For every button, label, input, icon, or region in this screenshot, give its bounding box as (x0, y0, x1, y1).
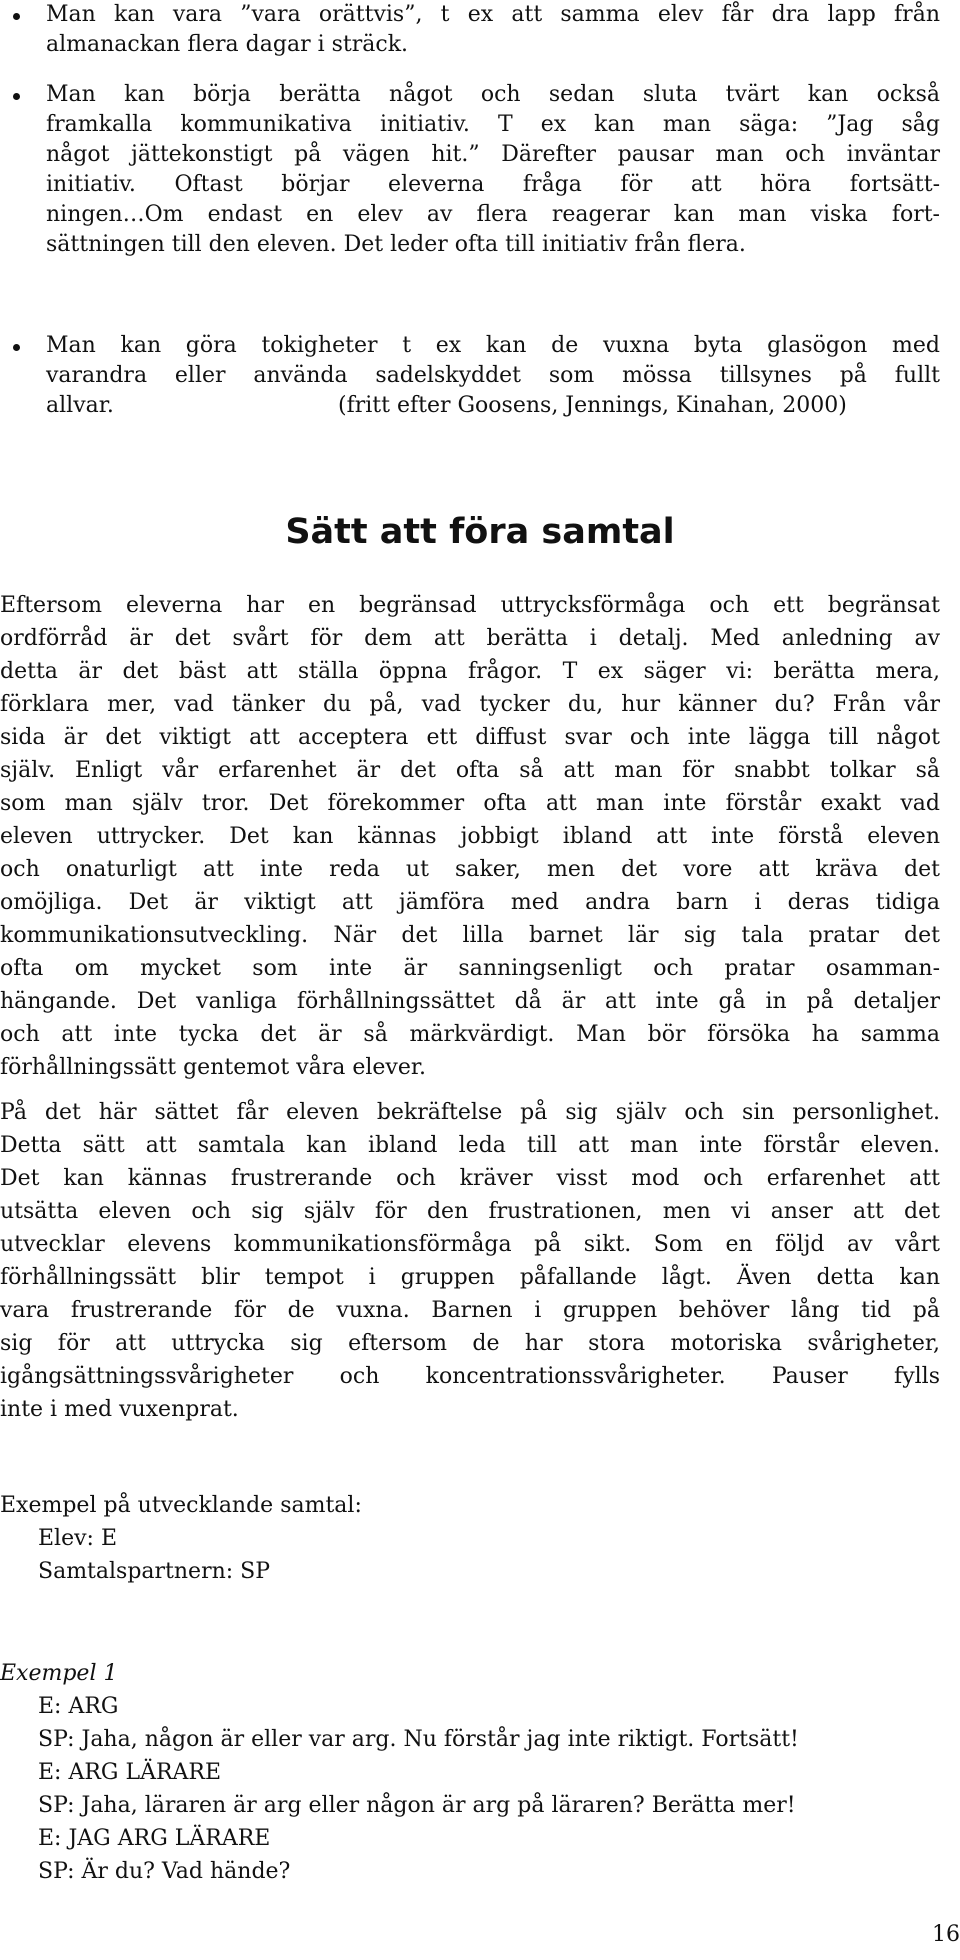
paragraph-line: inte i med vuxenprat. (0, 1397, 239, 1422)
paragraph-line: och att inte tycka det är så märkvärdigt. Man bör försöka ha samma (0, 1022, 940, 1047)
paragraph-line: förhållningssätt blir tempot i gruppen påfallande lågt. Även detta kan (0, 1265, 940, 1290)
bullet-text-line: Man kan göra tokigheter t ex kan de vuxna byta glasögon med (46, 333, 940, 358)
bullet-text-line: sättningen till den eleven. Det leder ofta till initiativ från flera. (46, 232, 746, 257)
paragraph-line: utvecklar elevens kommunikationsförmåga på sikt. Som en följd av vårt (0, 1232, 940, 1257)
dialogue-line: SP: Jaha, läraren är arg eller någon är arg på läraren? Berätta mer! (38, 1793, 796, 1818)
page-number: 16 (932, 1922, 960, 1947)
paragraph-line: ofta om mycket som inte är sanningsenligt och pratar osamman- (0, 956, 940, 981)
dialogue-line: E: ARG LÄRARE (38, 1760, 222, 1785)
paragraph-line: omöjliga. Det är viktigt att jämföra med andra barn i deras tidiga (0, 890, 940, 915)
dialogue-line: E: JAG ARG LÄRARE (38, 1826, 271, 1851)
paragraph-line: som man själv tror. Det förekommer ofta att man inte förstår exakt vad (0, 791, 940, 816)
paragraph-line: ordförråd är det svårt för dem att berätta i detalj. Med anledning av (0, 626, 940, 651)
bullet-icon (13, 13, 20, 20)
bullet-text-line: Man kan vara ”vara orättvis”, t ex att samma elev får dra lapp från (46, 2, 940, 27)
bullet-icon (13, 93, 20, 100)
bullet-text-line: något jättekonstigt på vägen hit.” Därefter pausar man och inväntar (46, 142, 940, 167)
dialogue-line: SP: Jaha, någon är eller var arg. Nu förstår jag inte riktigt. Fortsätt! (38, 1727, 799, 1752)
bullet-text-line: framkalla kommunikativa initiativ. T ex kan man säga: ”Jag såg (46, 112, 940, 137)
bullet-text-line: Man kan börja berätta något och sedan sluta tvärt kan också (46, 82, 940, 107)
example-intro-title: Exempel på utvecklande samtal: (0, 1493, 362, 1518)
section-heading: Sätt att föra samtal (285, 512, 675, 552)
example-legend-line: Samtalspartnern: SP (38, 1559, 271, 1584)
paragraph-line: kommunikationsutveckling. När det lilla barnet lär sig tala pratar det (0, 923, 940, 948)
citation: (fritt efter Goosens, Jennings, Kinahan, 2000) (338, 393, 847, 418)
paragraph-line: hängande. Det vanliga förhållningssättet då är att inte gå in på detaljer (0, 989, 940, 1014)
dialogue-line: SP: Är du? Vad hände? (38, 1859, 291, 1884)
paragraph-line: förhållningssätt gentemot våra elever. (0, 1055, 426, 1080)
paragraph-line: utsätta eleven och sig själv för den frustrationen, men vi anser att det (0, 1199, 940, 1224)
paragraph-line: eleven uttrycker. Det kan kännas jobbigt ibland att inte förstå eleven (0, 824, 940, 849)
dialogue-line: E: ARG (38, 1694, 119, 1719)
paragraph-line: Eftersom eleverna har en begränsad uttrycksförmåga och ett begränsat (0, 593, 940, 618)
paragraph-line: och onaturligt att inte reda ut saker, men det vore att kräva det (0, 857, 940, 882)
paragraph-line: sida är det viktigt att acceptera ett diffust svar och inte lägga till något (0, 725, 940, 750)
paragraph-line: vara frustrerande för de vuxna. Barnen i gruppen behöver lång tid på (0, 1298, 940, 1323)
bullet-icon (13, 344, 20, 351)
paragraph-line: På det här sättet får eleven bekräftelse på sig själv och sin personlighet. (0, 1100, 940, 1125)
bullet-text-line: varandra eller använda sadelskyddet som mössa tillsynes på fullt (46, 363, 940, 388)
bullet-text-line: allvar. (46, 393, 114, 418)
example-label: Exempel 1 (0, 1661, 118, 1686)
paragraph-line: Det kan kännas frustrerande och kräver visst mod och erfarenhet att (0, 1166, 940, 1191)
paragraph-line: igångsättningssvårigheter och koncentrationssvårigheter. Pauser fylls (0, 1364, 940, 1389)
paragraph-line: Detta sätt att samtala kan ibland leda till att man inte förstår eleven. (0, 1133, 940, 1158)
bullet-text-line: ningen…Om endast en elev av flera reagerar kan man viska fort- (46, 202, 940, 227)
bullet-text-line: almanackan flera dagar i sträck. (46, 32, 409, 57)
paragraph-line: själv. Enligt vår erfarenhet är det ofta så att man för snabbt tolkar så (0, 758, 940, 783)
paragraph-line: sig för att uttrycka sig eftersom de har stora motoriska svårigheter, (0, 1331, 940, 1356)
bullet-text-line: initiativ. Oftast börjar eleverna fråga för att höra fortsätt- (46, 172, 940, 197)
paragraph-line: detta är det bäst att ställa öppna frågor. T ex säger vi: berätta mera, (0, 659, 940, 684)
example-legend-line: Elev: E (38, 1526, 118, 1551)
paragraph-line: förklara mer, vad tänker du på, vad tycker du, hur känner du? Från vår (0, 692, 940, 717)
